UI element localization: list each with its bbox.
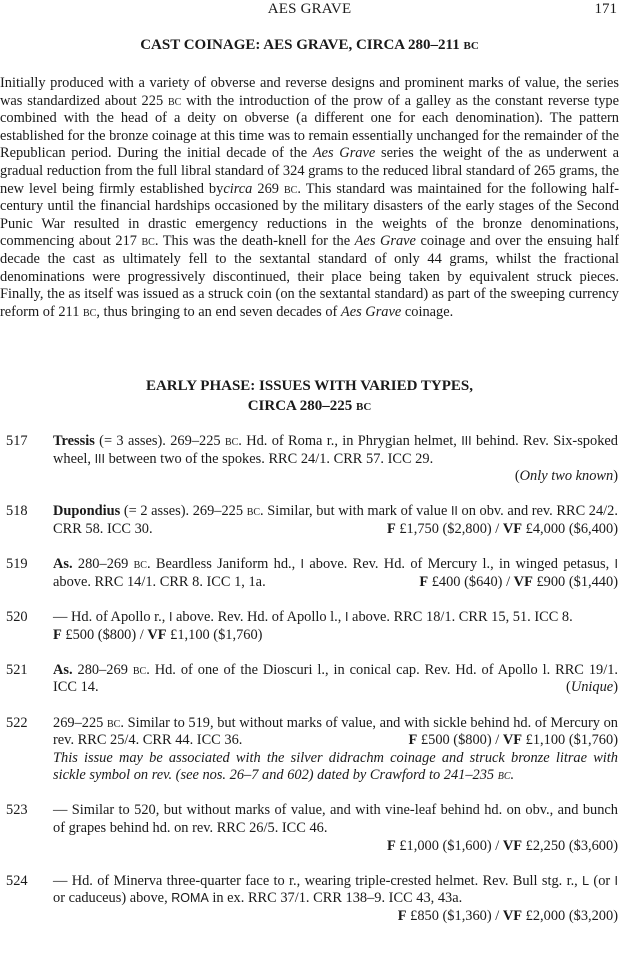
value-mark: I bbox=[168, 609, 173, 624]
entry-text: 269–225 bbox=[53, 714, 107, 731]
entry-comment bbox=[53, 750, 618, 785]
era-abbrev: bc bbox=[83, 303, 97, 320]
running-title: AES GRAVE bbox=[267, 1, 352, 17]
entry-number: 523 bbox=[6, 802, 28, 819]
price-line bbox=[53, 908, 618, 926]
value-mark: III bbox=[94, 451, 105, 466]
intro-text: coinage. bbox=[401, 303, 454, 320]
catalogue-entry-519 bbox=[0, 556, 619, 591]
entry-text: (or bbox=[589, 872, 615, 889]
section-heading bbox=[0, 36, 619, 54]
rarity-note-text: Unique bbox=[570, 679, 614, 696]
grade-f: F bbox=[397, 908, 407, 925]
catalogue-entry-522 bbox=[0, 715, 619, 785]
entry-description bbox=[53, 873, 618, 908]
catalogue-entry-520 bbox=[0, 609, 619, 644]
era-abbrev: bc bbox=[133, 556, 147, 573]
entry-text: . Similar to 519, but without marks of value, and with sickle behind hd. of Mercury on rev. RRC 25/4. CRR 44. ICC 36. bbox=[53, 714, 618, 749]
denomination-name: As. bbox=[53, 556, 73, 573]
value-mark: L bbox=[582, 873, 590, 888]
entry-number: 519 bbox=[6, 556, 28, 573]
era-abbrev: bc bbox=[356, 398, 372, 414]
subsection-heading-line2 bbox=[0, 396, 619, 416]
price-line bbox=[387, 521, 618, 539]
price-line bbox=[419, 574, 618, 592]
catalogue-entry-524 bbox=[0, 873, 619, 926]
price-vf: £2,250 ($3,600) bbox=[522, 837, 618, 854]
comment-text: This issue may be associated with the silver didrachm coinage and struck bronze litrae with sickle symbol on rev. (see nos. 26–7 and 602) dated by Crawford to 241–235 bbox=[53, 749, 618, 784]
price-f: £1,750 ($2,800) / bbox=[395, 520, 503, 537]
catalogue-entry-521 bbox=[0, 662, 619, 697]
entry-number: 524 bbox=[6, 872, 28, 889]
price-f: £1,000 ($1,600) / bbox=[395, 837, 503, 854]
entry-text: (= 2 asses). 269–225 bbox=[120, 503, 247, 520]
grade-f: F bbox=[408, 732, 418, 749]
entry-text: on obv. and rev. RRC 24/2. CRR 58. ICC 30. bbox=[53, 503, 618, 537]
intro-text: . This was the death-knell for the bbox=[154, 233, 355, 250]
intro-paragraph bbox=[0, 75, 619, 321]
entry-description bbox=[53, 556, 618, 591]
entry-text: above. RRC 18/1. CRR 15, 51. ICC 8. bbox=[348, 608, 573, 625]
value-mark: I bbox=[300, 557, 305, 572]
price-vf: £2,000 ($3,200) bbox=[522, 908, 618, 925]
intro-text: coinage and over the ensuing half decade the cast as ultimately fell to the sextantal standard of only 44 grams, whilst the fractional denominations were progressively discontinued, their place being taken by equivalent struck pieces. Finally, the as itself was issued as a struck coin (on the sextantal standard) as part of the sweeping currency reform of 211 bbox=[0, 233, 619, 320]
entry-text: 280–269 bbox=[72, 556, 134, 573]
intro-text: series the weight of the as underwent a gradual reduction from the full libral standard of 324 grams to the reduced libral standard of 265 grams, the new level being firmly established by bbox=[0, 145, 619, 197]
entry-text: . Hd. of one of the Dioscuri l., in conical cap. Rev. Hd. of Apollo l. RRC 19/1. ICC 14. bbox=[53, 661, 619, 696]
entry-description bbox=[53, 609, 618, 644]
page-number: 171 bbox=[594, 1, 617, 17]
price-line bbox=[409, 732, 618, 750]
rarity-note-text: Only two known bbox=[519, 468, 614, 485]
entry-description: — Similar to 520, but without marks of value, and with vine-leaf behind hd. on obv., and bunch of grapes behind hd. on rev. RRC 26/5. ICC 46. bbox=[53, 802, 618, 837]
entry-description bbox=[53, 715, 618, 750]
price-vf: £1,100 ($1,760) bbox=[166, 626, 263, 643]
entry-text: in ex. RRC 37/1. CRR 138–9. ICC 43, 43a. bbox=[208, 890, 463, 907]
price-f: £500 ($800) / bbox=[417, 732, 503, 749]
entry-number: 520 bbox=[6, 608, 28, 625]
intro-italic: Aes Grave bbox=[340, 303, 402, 320]
price-f: £500 ($800) / bbox=[61, 626, 148, 643]
intro-italic: circa bbox=[223, 180, 253, 197]
price-vf: £4,000 ($6,400) bbox=[522, 520, 618, 537]
intro-text: , thus bringing to an end seven decades of bbox=[96, 303, 341, 320]
entry-text: . Beardless Janiform hd., bbox=[146, 556, 301, 573]
legend-roma: ROMA bbox=[171, 891, 209, 906]
entry-text: or caduceus) above, bbox=[53, 890, 172, 907]
era-abbrev: bc bbox=[141, 233, 155, 250]
era-abbrev: bc bbox=[167, 92, 182, 109]
intro-text: Initially produced with a variety of obverse and reverse designs and prominent marks of value, the series was standardized about 225 bbox=[0, 75, 619, 109]
entry-text: between two of the spokes. RRC 24/1. CRR 57. ICC 29. bbox=[104, 450, 434, 467]
grade-vf: VF bbox=[502, 908, 523, 925]
era-abbrev: bc bbox=[224, 433, 239, 449]
price-f: £400 ($640) / bbox=[428, 573, 514, 590]
catalogue-entry-523 bbox=[0, 802, 619, 855]
value-mark: I bbox=[614, 557, 618, 572]
grade-vf: VF bbox=[502, 732, 523, 749]
entry-text: above. Rev. Hd. of Mercury l., in winged petasus, bbox=[304, 556, 615, 573]
entry-number: 518 bbox=[6, 503, 28, 520]
grade-vf: VF bbox=[147, 626, 167, 643]
section-heading-era: bc bbox=[463, 37, 479, 53]
intro-italic: Aes Grave bbox=[312, 145, 376, 162]
denomination-name: As. bbox=[53, 661, 73, 678]
grade-f: F bbox=[386, 837, 396, 854]
catalogue-entry-517 bbox=[0, 433, 619, 486]
grade-vf: VF bbox=[502, 837, 523, 854]
entry-text: above. RRC 14/1. CRR 8. ICC 1, 1a. bbox=[53, 573, 266, 590]
entry-text: above. Rev. Hd. of Apollo l., bbox=[172, 608, 345, 625]
rarity-note: (Unique) bbox=[566, 679, 618, 696]
subsection-heading-text: CIRCA 280–225 bbox=[247, 398, 357, 414]
grade-f: F bbox=[419, 573, 429, 590]
price-line bbox=[53, 838, 618, 856]
grade-f: F bbox=[53, 626, 62, 643]
price-vf: £900 ($1,440) bbox=[532, 573, 618, 590]
era-abbrev: bc bbox=[107, 714, 121, 731]
era-abbrev: bc bbox=[132, 661, 147, 678]
entry-text: . Hd. of Roma r., in Phrygian helmet, bbox=[238, 433, 462, 449]
value-mark: I bbox=[344, 609, 349, 624]
entry-text: — Hd. of Apollo r., bbox=[53, 608, 169, 625]
rarity-note: (Only two known) bbox=[514, 468, 618, 485]
subsection-heading-line1: EARLY PHASE: ISSUES WITH VARIED TYPES, bbox=[145, 378, 474, 394]
entry-text: (= 3 asses). 269–225 bbox=[94, 433, 225, 449]
value-mark: I bbox=[614, 873, 618, 888]
entry-number: 522 bbox=[6, 714, 28, 731]
denomination-name: Tressis bbox=[53, 433, 95, 449]
intro-text: . This standard was maintained for the following half-century until the financial hardships occasioned by the military disasters of the early stages of the Second Punic War resulted in drastic emergency reductions in the weights of the bronze denominations, commencing about 217 bbox=[0, 180, 619, 250]
entry-text: . Similar, but with mark of value bbox=[260, 503, 451, 520]
value-mark: II bbox=[450, 504, 458, 519]
subsection-heading bbox=[0, 376, 619, 416]
era-abbrev: bc bbox=[497, 767, 511, 784]
grade-vf: VF bbox=[502, 520, 523, 537]
entry-number: 521 bbox=[6, 661, 28, 678]
intro-text: 269 bbox=[252, 180, 285, 197]
entry-text: behind. Rev. Six-spoked wheel, bbox=[53, 433, 618, 467]
denomination-name: Dupondius bbox=[53, 503, 121, 520]
catalogue-entry-518 bbox=[0, 503, 619, 538]
value-mark: III bbox=[461, 434, 472, 448]
entry-number: 517 bbox=[6, 433, 28, 449]
running-header bbox=[0, 0, 619, 18]
price-f: £850 ($1,360) / bbox=[406, 908, 503, 925]
comment-text: . bbox=[510, 767, 515, 784]
era-abbrev: bc bbox=[284, 180, 298, 197]
intro-italic: Aes Grave bbox=[354, 233, 416, 250]
entry-description bbox=[53, 433, 618, 468]
entry-description bbox=[53, 503, 618, 538]
price-vf: £1,100 ($1,760) bbox=[522, 732, 618, 749]
price-line bbox=[53, 627, 262, 643]
grade-f: F bbox=[386, 520, 396, 537]
entry-text: 280–269 bbox=[72, 661, 133, 678]
section-heading-text: CAST COINAGE: AES GRAVE, CIRCA 280–211 bbox=[140, 37, 464, 53]
era-abbrev: bc bbox=[246, 503, 261, 520]
entry-description bbox=[53, 662, 618, 697]
intro-text: with the introduction of the prow of a galley as the constant reverse type combined with the head of a deity on obverse (a different one for each denomination). The pattern established for the bronze coinage at this time was to remain essentially unchanged for the remainder of the Republican period. During the initial decade of the bbox=[0, 92, 619, 162]
entry-text: — Hd. of Minerva three-quarter face to r., wearing triple-crested helmet. Rev. Bull stg. r., bbox=[53, 872, 583, 889]
grade-vf: VF bbox=[513, 573, 533, 590]
catalogue-entries bbox=[0, 433, 619, 943]
